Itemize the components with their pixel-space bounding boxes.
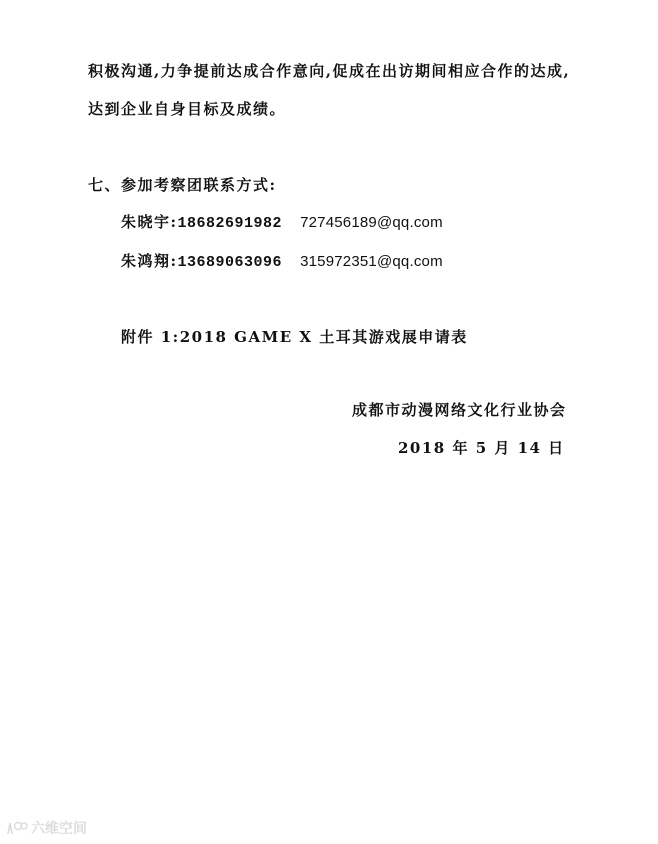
- body-line-2: 达到企业自身目标及成绩。: [88, 100, 287, 118]
- section-heading: 七、参加考察团联系方式:: [88, 176, 277, 194]
- contact-name: 朱鸿翔:: [121, 252, 178, 270]
- watermark-text: 六维空间: [31, 821, 87, 837]
- contact-phone: 13689063096: [177, 254, 283, 271]
- contact-phone: 18682691982: [177, 215, 283, 232]
- contact-email: 727456189@qq.com: [300, 214, 443, 231]
- contact-name: 朱晓宇:: [121, 213, 178, 231]
- logo-mark-icon: [6, 820, 28, 836]
- signature-date: 2018 年 5 月 14 日: [398, 439, 565, 457]
- contact-row: [121, 251, 443, 273]
- body-line-1: 积极沟通,力争提前达成合作意向,促成在出访期间相应合作的达成,: [88, 62, 571, 80]
- signature-organization: 成都市动漫网络文化行业协会: [352, 401, 567, 419]
- contact-email: 315972351@qq.com: [300, 253, 443, 270]
- watermark: [6, 818, 87, 838]
- contact-row: [121, 212, 443, 234]
- attachment-line: 附件 1:2018 GAME X 土耳其游戏展申请表: [121, 328, 468, 346]
